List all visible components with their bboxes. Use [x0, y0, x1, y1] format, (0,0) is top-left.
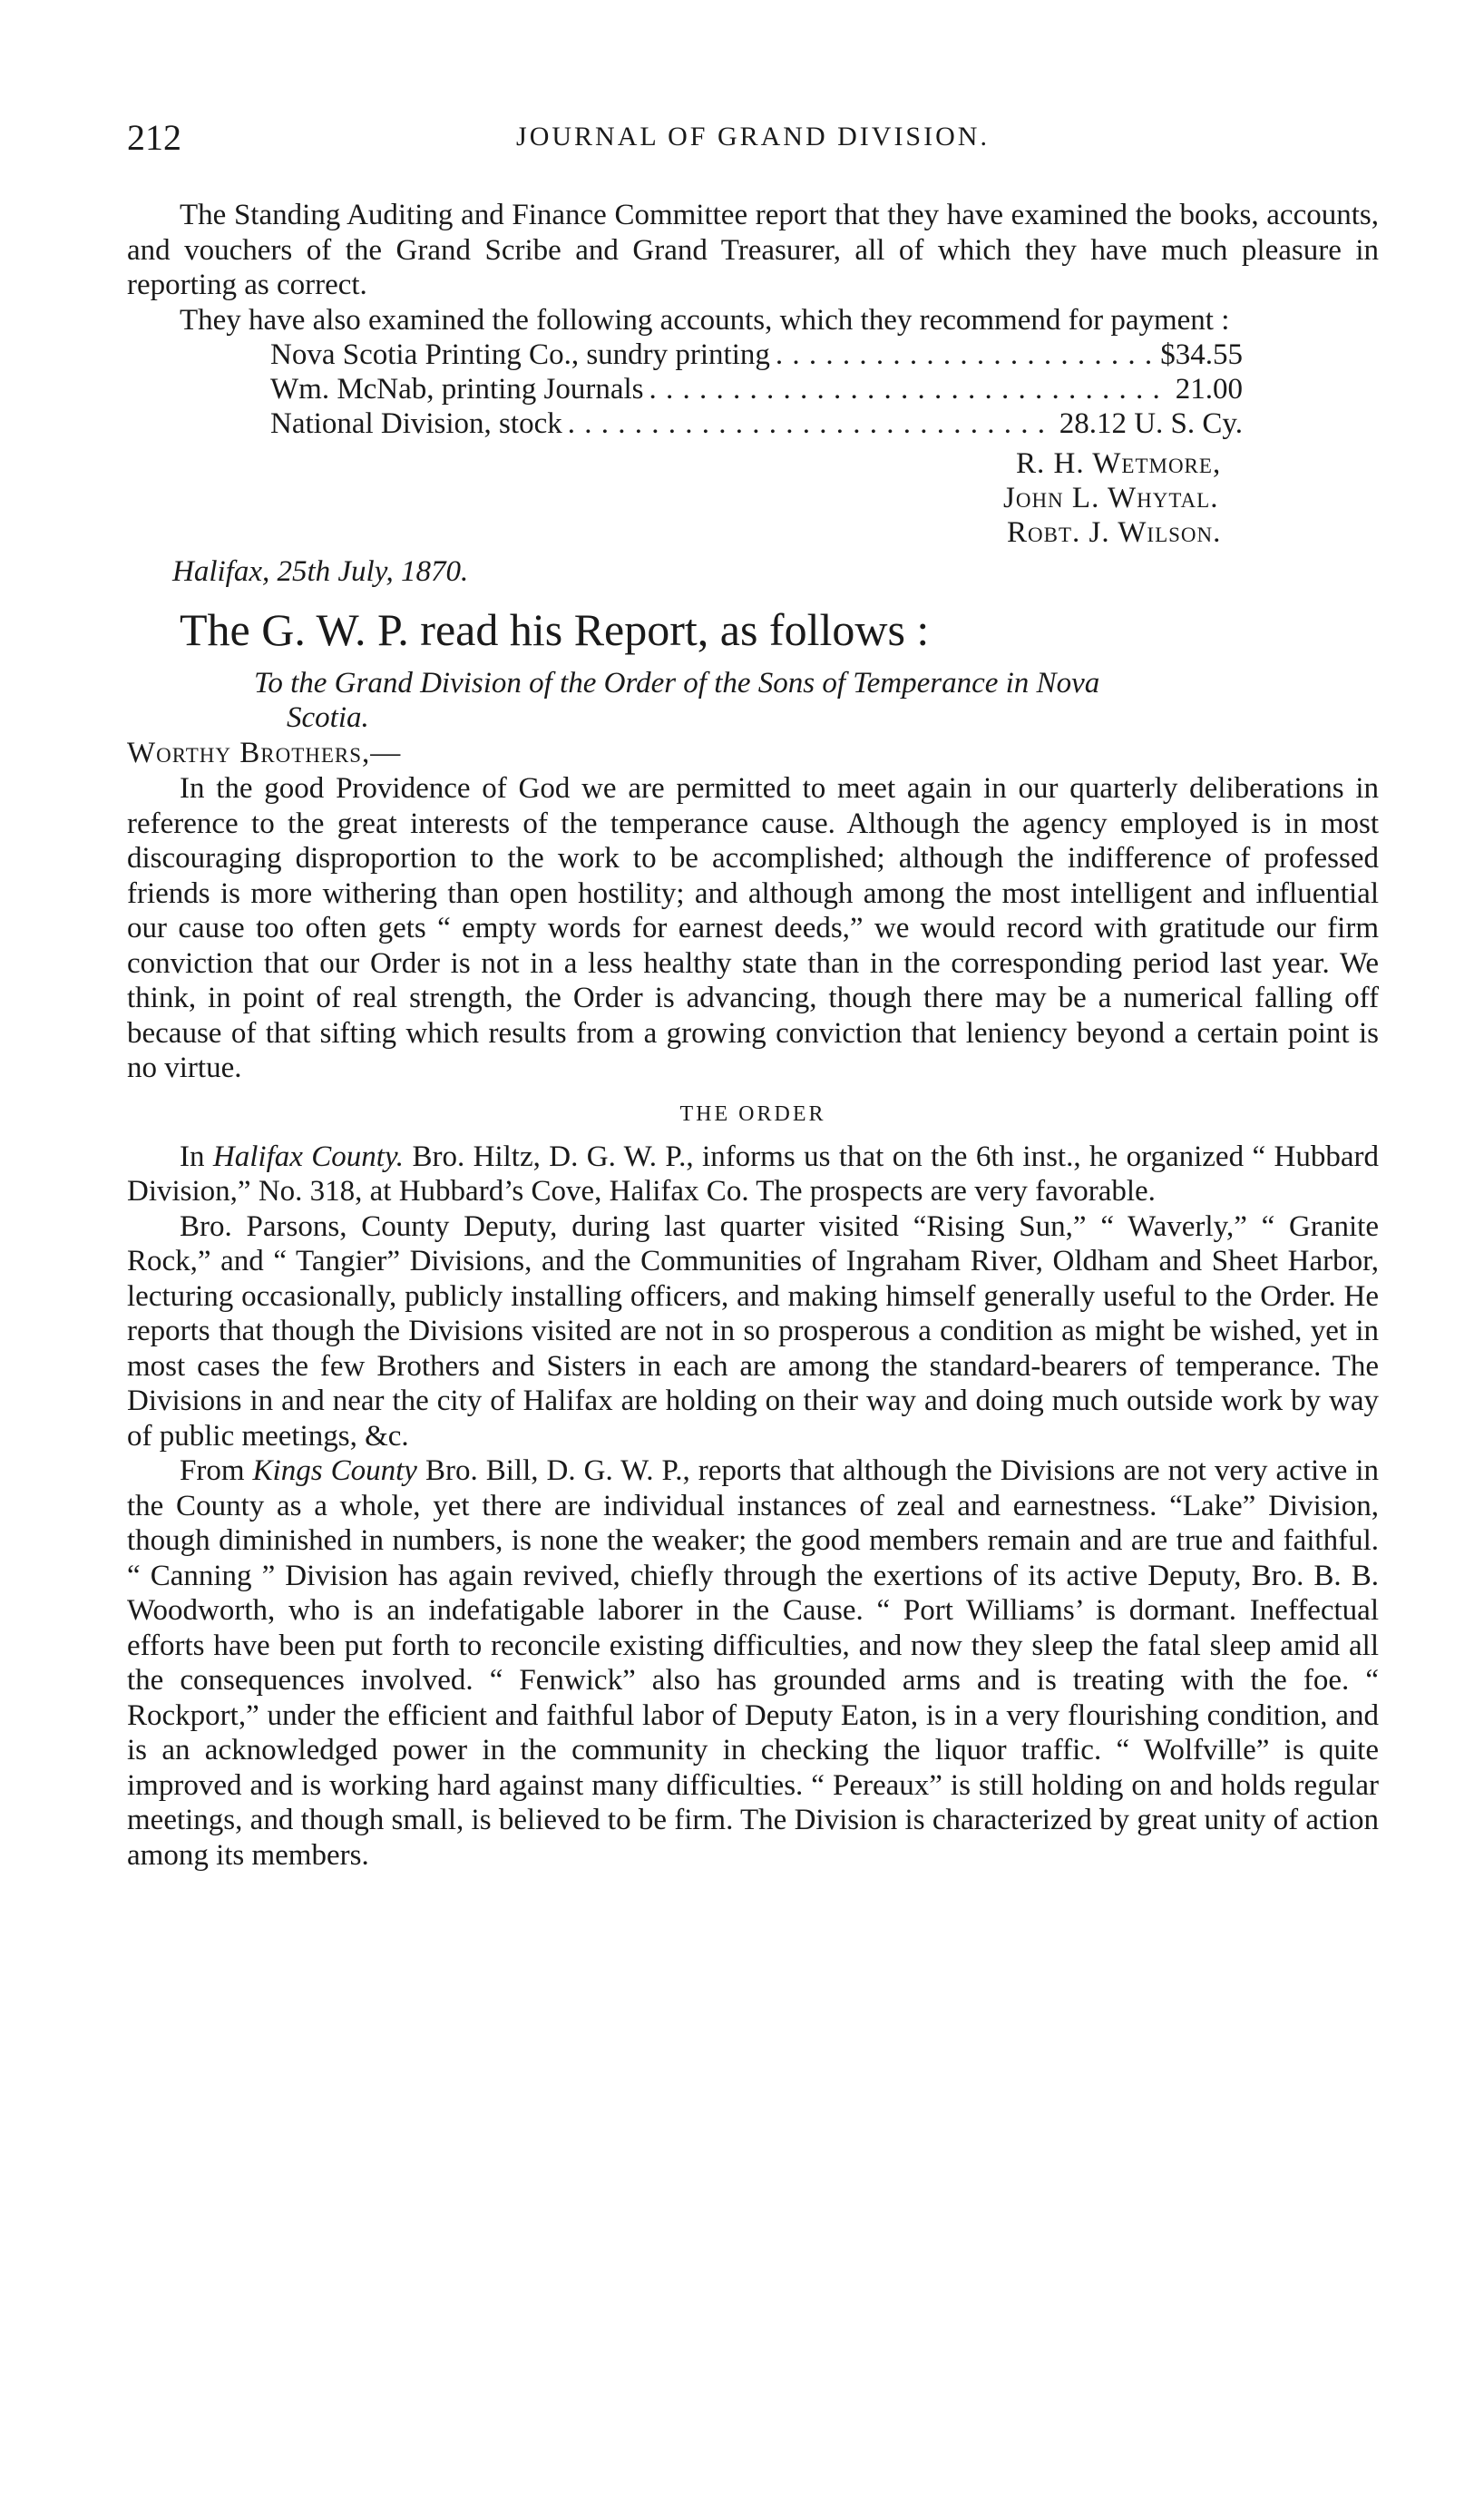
report-intro-paragraph: In the good Providence of God we are permitted to meet again in our quarterly deliberations in reference to the great interests of the temperance cause. Although the agency employed is in most discouraging disproportion to the work to be accomplished; although the indifference of professed friends is more withering than open hostility; and although among the most intelligent and influential our cause too often gets “ empty words for earnest deeds,” we would record with gratitude our firm conviction that our Order is not in a less healthy state than in the corresponding period last year. We think, in point of real strength, the Order is advancing, though there may be a numerical falling off because of that sifting which results from a growing conviction that leniency beyond a certain point is no virtue. — [127, 772, 1379, 1084]
account-amount: 21.00 — [1175, 373, 1243, 406]
signatory: John L. Whytal. — [1003, 482, 1219, 514]
committee-accounts-intro: They have also examined the following accounts, which they recommend for payment : — [180, 303, 1230, 337]
page-body — [127, 198, 1379, 1873]
dot-leader — [568, 406, 1054, 441]
address-line: Scotia. — [287, 701, 369, 734]
address-line: To the Grand Division of the Order of the Sons of Temperance in Nova — [254, 667, 1100, 700]
parsons-paragraph: Bro. Parsons, County Deputy, during last quarter visited “Rising Sun,” “ Waverly,” “ Granite Rock,” and “ Tangier” Divisions, and the Communities of Ingraham River, Oldham and Sheet Harbor, lecturing occasionally, publicly installing officers, and making himself generally useful to the Order. He reports that though the Divisions visited are not in so prosperous a condition as might be wished, yet in most cases the few Brothers and Sisters in each are among the standard-bearers of temperance. The Divisions in and near the city of Halifax are holding on their way and doing much outside work by way of public meetings, &c. — [127, 1209, 1379, 1453]
journal-title: JOURNAL OF GRAND DIVISION. — [516, 122, 990, 152]
accounts-list — [270, 338, 1243, 441]
county-name: Kings County — [252, 1454, 417, 1487]
dot-leader — [776, 338, 1155, 372]
account-label: National Division, stock — [270, 407, 562, 440]
halifax-county-paragraph — [127, 1140, 1379, 1209]
account-row — [270, 406, 1243, 441]
salutation: Worthy Brothers,— — [127, 737, 402, 769]
paragraph-text: Bro. Hiltz, D. G. W. P., informs us that on the 6th inst., he organized “ Hubbard Division,” No. 318, at Hubbard’s Cove, Halifax Co. The prospects are very favorable. — [127, 1140, 1379, 1208]
paragraph-lead: In — [180, 1140, 213, 1173]
report-heading: The G. W. P. read his Report, as follows : — [180, 604, 930, 655]
kings-county-paragraph — [127, 1453, 1379, 1873]
paragraph-text: Bro. Bill, D. G. W. P., reports that although the Divisions are not very active in the County as a whole, yet there are individual instances of zeal and earnestness. “Lake” Division, though diminished in numbers, is none the weaker; the good members remain and are true and faithful. “ Canning ” Division has again revived, chiefly through the exertions of its active Deputy, Bro. B. B. Woodworth, who is an indefatigable laborer in the Cause. “ Port Williams’ is dormant. Ineffectual efforts have been put forth to reconcile existing difficulties, and now they sleep the fatal sleep amid all the consequences involved. “ Fenwick” also has grounded arms and is treating with the foe. “ Rockport,” under the efficient and faithful labor of Deputy Eaton, is in a very flourishing condition, and is an acknowledged power in the community in checking the liquor traffic. “ Wolfville” is quite improved and is working hard against many difficulties. “ Pereaux” is still holding on and holds regular meetings, and though small, is believed to be firm. The Division is characterized by great unity of action among its members. — [127, 1454, 1380, 1872]
account-amount: $34.55 — [1160, 338, 1243, 371]
running-head — [127, 116, 1379, 161]
dot-leader — [649, 372, 1170, 406]
account-label: Nova Scotia Printing Co., sundry printing — [270, 338, 770, 371]
account-amount: 28.12 U. S. Cy. — [1059, 407, 1243, 440]
page-number: 212 — [127, 117, 181, 158]
dateline: Halifax, 25th July, 1870. — [172, 555, 469, 588]
paragraph-lead: From — [180, 1454, 253, 1487]
signature-block — [1003, 446, 1379, 550]
county-name: Halifax County. — [212, 1140, 405, 1173]
account-row — [270, 338, 1243, 372]
committee-report-paragraph: The Standing Auditing and Finance Committee report that they have examined the books, accounts, and vouchers of the Grand Scribe and Grand Treasurer, all of which they have much pleasure in reporting as correct. — [127, 199, 1379, 301]
account-label: Wm. McNab, printing Journals — [270, 373, 644, 406]
signatory: R. H. Wetmore, — [1016, 447, 1222, 480]
section-heading: THE ORDER — [679, 1101, 826, 1126]
account-row — [270, 372, 1243, 406]
signatory: Robt. J. Wilson. — [1007, 516, 1222, 549]
